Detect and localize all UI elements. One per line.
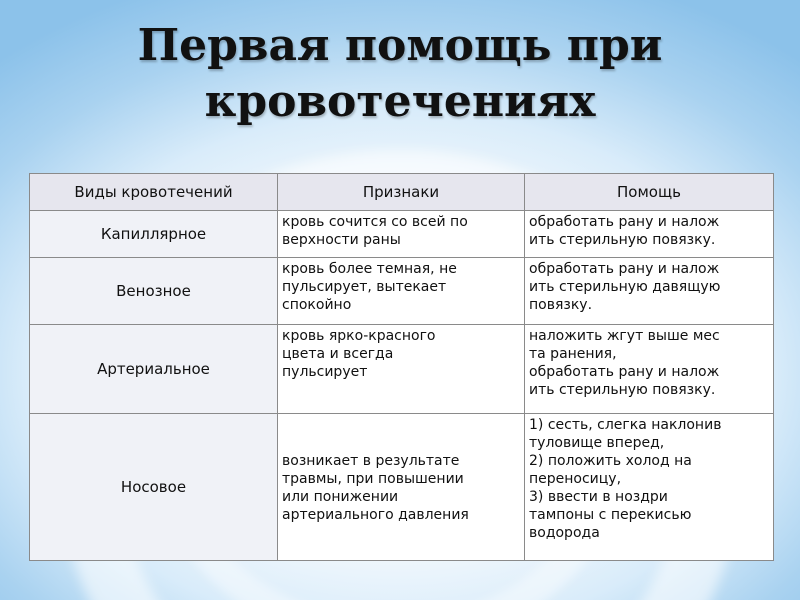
help-cell <box>525 258 774 325</box>
signs-line: спокойно <box>282 297 352 313</box>
bleeding-table <box>29 173 774 561</box>
help-line: наложить жгут выше мес <box>529 328 720 344</box>
signs-line: или понижении <box>282 489 399 505</box>
signs-line: кровь ярко-красного <box>282 328 436 344</box>
signs-cell <box>278 325 525 414</box>
help-line: тампоны с перекисью <box>529 507 692 523</box>
signs-line: возникает в результате <box>282 453 460 469</box>
bleeding-type-cell: Венозное <box>30 258 278 325</box>
table-row <box>30 325 774 414</box>
help-line: 1) сесть, слегка наклонив <box>529 417 722 433</box>
table-row <box>30 258 774 325</box>
signs-line: пульсирует, вытекает <box>282 279 447 295</box>
slide-title <box>0 18 800 130</box>
signs-line: кровь более темная, не <box>282 261 457 277</box>
help-line: ить стерильную повязку. <box>529 232 716 248</box>
help-cell <box>525 211 774 258</box>
help-cell <box>525 414 774 561</box>
bleeding-type-cell: Капиллярное <box>30 211 278 258</box>
signs-line: цвета и всегда <box>282 346 394 362</box>
signs-line: верхности раны <box>282 232 401 248</box>
signs-line: кровь сочится со всей по <box>282 214 468 230</box>
table-header-row <box>30 174 774 211</box>
table-row <box>30 211 774 258</box>
help-line: ить стерильную повязку. <box>529 382 716 398</box>
signs-line: травмы, при повышении <box>282 471 464 487</box>
help-line: обработать рану и налож <box>529 364 720 380</box>
signs-line: пульсирует <box>282 364 368 380</box>
help-line: ить стерильную давящую <box>529 279 721 295</box>
help-line: обработать рану и налож <box>529 261 720 277</box>
header-signs: Признаки <box>278 174 525 211</box>
help-line: повязку. <box>529 297 593 313</box>
help-line: переносицу, <box>529 471 622 487</box>
signs-cell <box>278 211 525 258</box>
table-row <box>30 414 774 561</box>
bleeding-type-cell: Носовое <box>30 414 278 561</box>
bleeding-type-cell: Артериальное <box>30 325 278 414</box>
signs-cell <box>278 258 525 325</box>
signs-cell <box>278 414 525 561</box>
help-line: туловище вперед, <box>529 435 665 451</box>
header-help: Помощь <box>525 174 774 211</box>
help-line: водорода <box>529 525 600 541</box>
slide-title-line-1: Первая помощь при <box>137 20 663 71</box>
signs-line: артериального давления <box>282 507 469 523</box>
slide-title-line-2: кровотечениях <box>204 76 596 127</box>
header-bleeding-types: Виды кровотечений <box>30 174 278 211</box>
help-line: обработать рану и налож <box>529 214 720 230</box>
help-line: 2) положить холод на <box>529 453 692 469</box>
help-line: та ранения, <box>529 346 617 362</box>
help-line: 3) ввести в ноздри <box>529 489 668 505</box>
help-cell <box>525 325 774 414</box>
